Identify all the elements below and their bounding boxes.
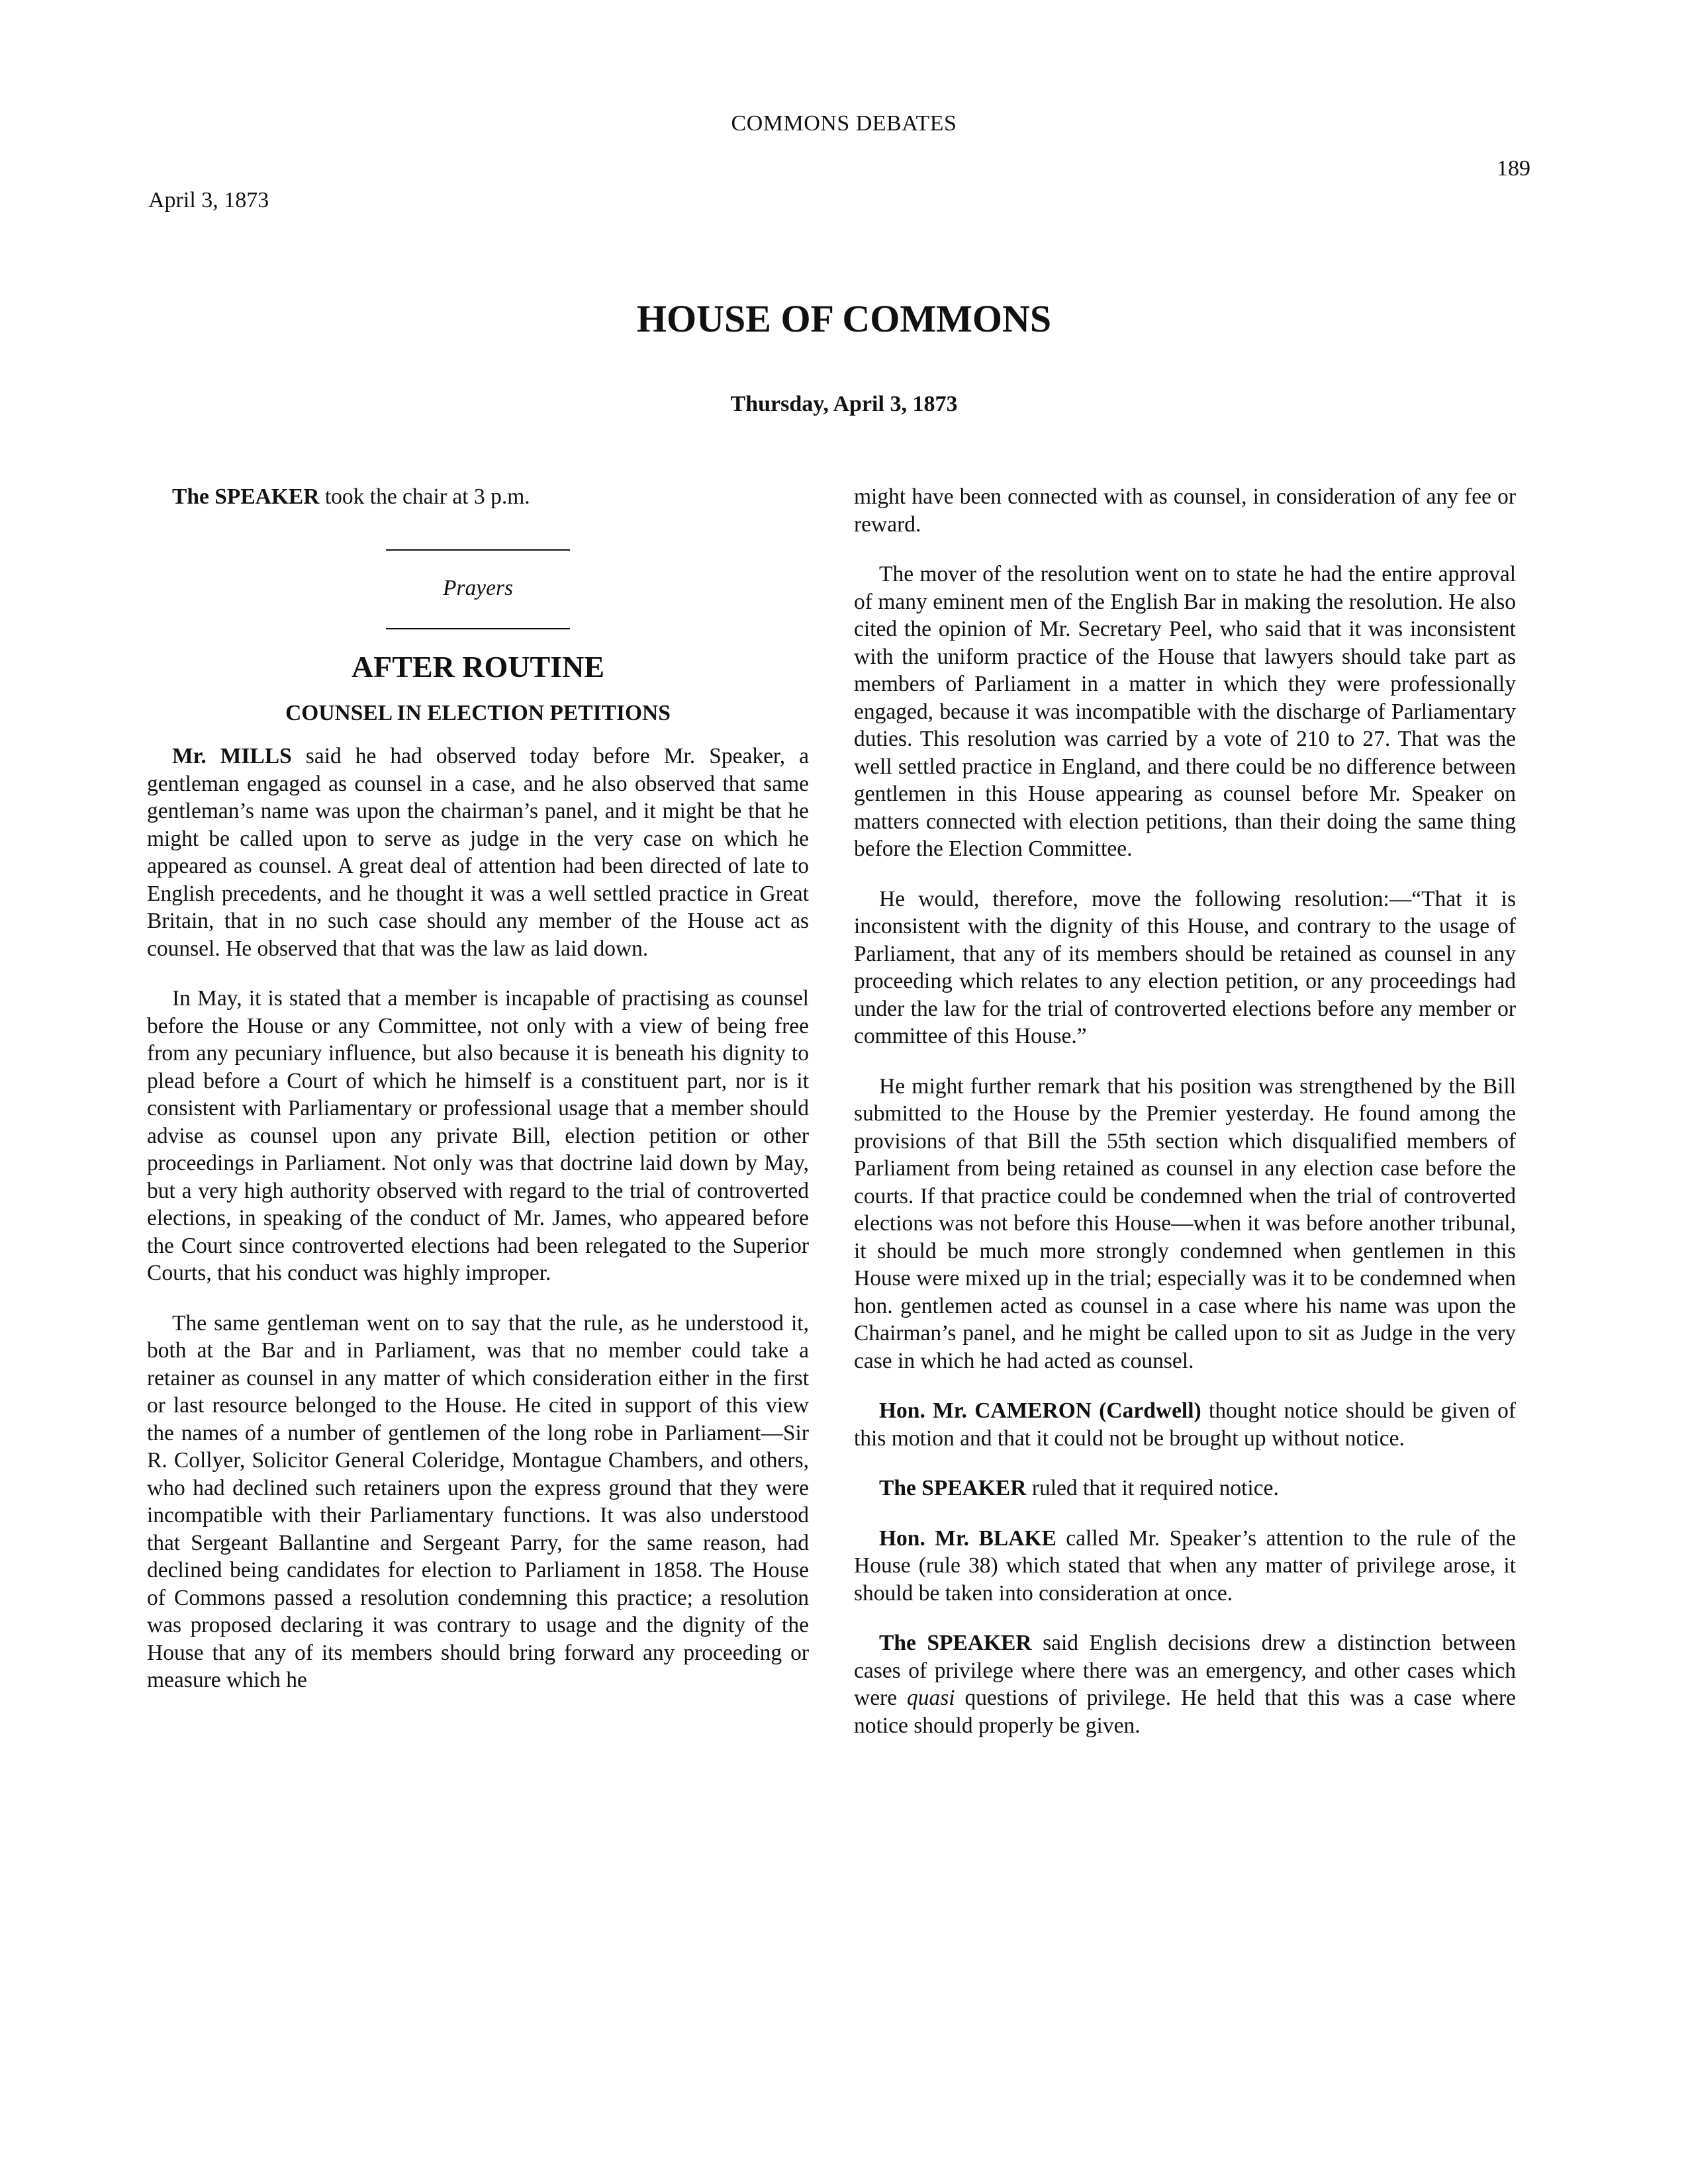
subsection-heading: COUNSEL IN ELECTION PETITIONS — [285, 700, 671, 725]
paragraph — [854, 1397, 1516, 1452]
speaker-name: The SPEAKER — [879, 1476, 1027, 1500]
paragraph-text: ruled that it required notice. — [1026, 1476, 1279, 1500]
paragraph — [854, 1475, 1516, 1502]
paragraph — [854, 1525, 1516, 1608]
prayers-heading: Prayers — [442, 575, 514, 600]
paragraph — [147, 743, 809, 962]
paragraph-text: called Mr. Speaker’s attention to the rule of the House (rule 38) which stated that when any matter of privilege arose, it should be taken into consideration at once. — [854, 1525, 1516, 1606]
sitting-date: Thursday, April 3, 1873 — [730, 392, 958, 416]
paragraph: The same gentleman went on to say that the rule, as he understood it, both at the Bar and in Parliament, was that no member could take a retainer as counsel in any matter of which consideration either in the first or last resource belonged to the House. He cited in support of this view the names of a number of gentlemen of the long robe in Parliament—Sir R. Collyer, Solicitor General Coleridge, Montague Chambers, and others, who had declined such retainers upon the express ground that they were incompatible with their Parliamentary functions. It was also understood that Sergeant Ballantine and Sergeant Parry, for the same reason, had declined being candidates for election to Parliament in 1858. The House of Commons passed a resolution condemning this practice; a resolution was proposed declaring it was contrary to usage and the dignity of the House that any of its members should bring forward any proceeding or measure which he — [147, 1310, 809, 1692]
section-heading: AFTER ROUTINE — [351, 650, 605, 684]
page-date: April 3, 1873 — [148, 188, 269, 212]
speaker-name: Hon. Mr. BLAKE — [879, 1525, 1056, 1551]
page-title: HOUSE OF COMMONS — [636, 297, 1052, 340]
left-column — [147, 483, 809, 1717]
italic-term: quasi — [906, 1686, 955, 1710]
speaker-name: Hon. Mr. CAMERON (Cardwell) — [879, 1398, 1201, 1423]
paragraph-text: said he had observed today before Mr. Speaker, a gentleman engaged as counsel in a case, and he also observed that same gentleman’s name was upon the chairman’s panel, and it might be that he might be called upon to serve as judge in the very case on which he appeared as counsel. A great deal of attention had been directed of late to English precedents, and he thought it was a well settled practice in Great Britain, that in no such case should any member of the House act as counsel. He observed that that was the law as laid down. — [147, 744, 810, 961]
paragraph-text: questions of privilege. He held that this was a case where notice should properly be given. — [854, 1686, 1516, 1738]
paragraph — [147, 483, 809, 511]
paragraph: might have been connected with as counsel, in consideration of any fee or reward. — [854, 484, 1516, 537]
paragraph-text: said English decisions drew a distinction between cases of privilege where there was an emergency, and other cases which were — [854, 1631, 1516, 1710]
page-number: 189 — [1497, 156, 1530, 181]
speaker-name: The SPEAKER — [879, 1631, 1032, 1655]
paragraph: He would, therefore, move the following resolution:—“That it is inconsistent with the dignity of this House, and contrary to the usage of Parliament, that any of its members should be retained as counsel in any proceeding which relates to any election petition, or any proceedings had under the law for the trial of controverted elections before any member or committee of this House.” — [854, 886, 1516, 1048]
paragraph: The mover of the resolution went on to state he had the entire approval of many eminent men of the English Bar in making the resolution. He also cited the opinion of Mr. Secretary Peel, who said that it was inconsistent with the uniform practice of the House that lawyers should take part as members of Parliament in a matter in which they were professionally engaged, because it was incompatible with the discharge of Parliamentary duties. This resolution was carried by a vote of 210 to 27. That was the well settled practice in England, and there could be no difference between gentlemen in this House appearing as counsel before Mr. Speaker on matters connected with election petitions, than their doing the same thing before the Election Committee. — [854, 562, 1516, 861]
speaker-name: Mr. MILLS — [172, 744, 292, 768]
paragraph-text: thought notice should be given of this motion and that it could not be brought up without notice. — [854, 1398, 1517, 1451]
paragraph: In May, it is stated that a member is incapable of practising as counsel before the House or any Committee, not only with a view of being free from any pecuniary influence, but also because it is beneath his dignity to plead before a Court of which he himself is a constituent part, nor is it consistent with Parliamentary or professional usage that a member should advise as counsel upon any private Bill, election petition or other proceedings in Parliament. Not only was that doctrine laid down by May, but a very high authority observed with regard to the trial of controverted elections, in speaking of the conduct of Mr. James, who appeared before the Court since controverted elections had been relegated to the Superior Courts, that his conduct was highly improper. — [147, 986, 809, 1285]
paragraph — [854, 1629, 1516, 1739]
right-column — [854, 483, 1516, 1762]
speaker-name: The SPEAKER — [172, 484, 320, 509]
divider — [386, 628, 570, 629]
divider — [386, 549, 570, 551]
paragraph: He might further remark that his position was strengthened by the Bill submitted to the House by the Premier yesterday. He found among the provisions of that Bill the 55th section which disqualified members of Parliament from being retained as counsel in any election case before the courts. If that practice could be condemned when the trial of controverted elections was not before this House—when it was before another tribunal, it should be much more strongly condemned when gentlemen in this House were mixed up in the trial; especially was it to be condemned when hon. gentlemen acted as counsel in a case where his name was upon the Chairman’s panel, and he might be called upon to sit as Judge in the very case in which he had acted as counsel. — [854, 1073, 1516, 1373]
running-head: COMMONS DEBATES — [731, 111, 957, 136]
paragraph-text: took the chair at 3 p.m. — [319, 484, 530, 509]
